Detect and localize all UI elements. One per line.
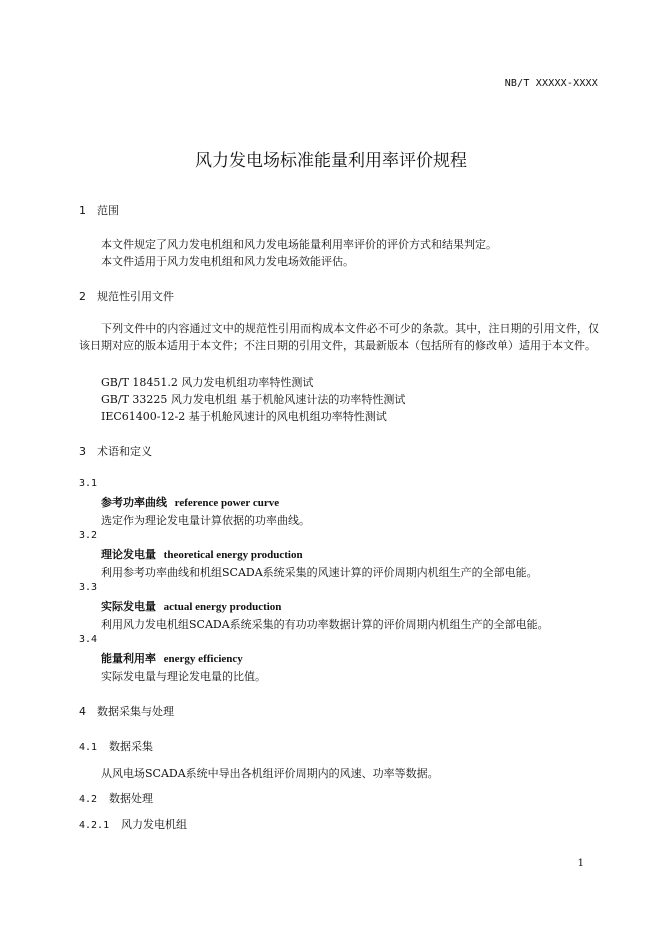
normative-references-intro: 下列文件中的内容通过文中的规范性引用而构成本文件必不可少的条款。其中，注日期的引用文件，仅该日期对应的版本适用于本文件；不注日期的引用文件，其最新版本（包括所有的修改单）适用于本文件。 — [79, 322, 599, 352]
section-4-heading — [79, 703, 174, 719]
document-title: 风力发电场标准能量利用率评价规程 — [195, 151, 467, 171]
section-title: 数据采集与处理 — [97, 705, 174, 718]
term-number: 3.2 — [79, 530, 98, 541]
term-cn: 实际发电量 — [101, 600, 156, 613]
term-definition: 利用风力发电机组SCADA系统采集的有功功率数据计算的评价周期内机组生产的全部电能。 — [101, 618, 549, 631]
subsection-number: 4.2.1 — [79, 820, 110, 831]
term-definition: 选定作为理论发电量计算依据的功率曲线。 — [101, 514, 310, 527]
paragraph: 本文件规定了风力发电机组和风力发电场能量利用率评价的评价方式和结果判定。 — [101, 238, 497, 251]
section-number: 2 — [79, 290, 86, 303]
standard-number: NB/T XXXXX-XXXX — [504, 78, 598, 89]
term-number: 3.1 — [79, 478, 98, 489]
term-title — [101, 650, 243, 666]
section-number: 1 — [79, 204, 86, 217]
term-en: theoretical energy production — [163, 549, 303, 561]
term-number: 3.4 — [79, 634, 98, 645]
section-title: 术语和定义 — [97, 445, 152, 458]
reference-item: IEC61400-12-2 基于机舱风速计的风电机组功率特性测试 — [101, 410, 387, 423]
subsection-title: 风力发电机组 — [121, 818, 187, 831]
reference-item: GB/T 33225 风力发电机组 基于机舱风速计法的功率特性测试 — [101, 393, 406, 406]
subsection-4-2-heading — [79, 790, 153, 806]
subsection-number: 4.2 — [79, 794, 98, 805]
term-en: reference power curve — [174, 497, 280, 509]
term-definition: 实际发电量与理论发电量的比值。 — [101, 670, 266, 683]
page-number: 1 — [577, 858, 584, 869]
term-cn: 理论发电量 — [101, 548, 156, 561]
paragraph: 本文件适用于风力发电机组和风力发电场效能评估。 — [101, 255, 354, 268]
subsection-4-2-1-heading — [79, 816, 187, 832]
subsection-4-1-heading — [79, 738, 153, 754]
term-cn: 参考功率曲线 — [101, 496, 167, 509]
term-title — [101, 546, 303, 562]
section-title: 规范性引用文件 — [97, 290, 174, 303]
term-title — [101, 598, 281, 614]
subsection-title: 数据采集 — [109, 740, 153, 753]
section-3-heading — [79, 443, 152, 459]
section-number: 4 — [79, 705, 86, 718]
term-number: 3.3 — [79, 582, 98, 593]
reference-item: GB/T 18451.2 风力发电机组功率特性测试 — [101, 376, 314, 389]
term-en: energy efficiency — [163, 653, 243, 665]
paragraph: 从风电场SCADA系统中导出各机组评价周期内的风速、功率等数据。 — [101, 767, 439, 780]
subsection-title: 数据处理 — [109, 792, 153, 805]
section-number: 3 — [79, 445, 86, 458]
section-2-heading — [79, 288, 174, 304]
term-title — [101, 494, 279, 510]
section-1-heading — [79, 202, 119, 218]
term-cn: 能量利用率 — [101, 652, 156, 665]
subsection-number: 4.1 — [79, 742, 98, 753]
term-definition: 利用参考功率曲线和机组SCADA系统采集的风速计算的评价周期内机组生产的全部电能。 — [101, 566, 538, 579]
section-title: 范围 — [97, 204, 119, 217]
term-en: actual energy production — [163, 601, 282, 613]
